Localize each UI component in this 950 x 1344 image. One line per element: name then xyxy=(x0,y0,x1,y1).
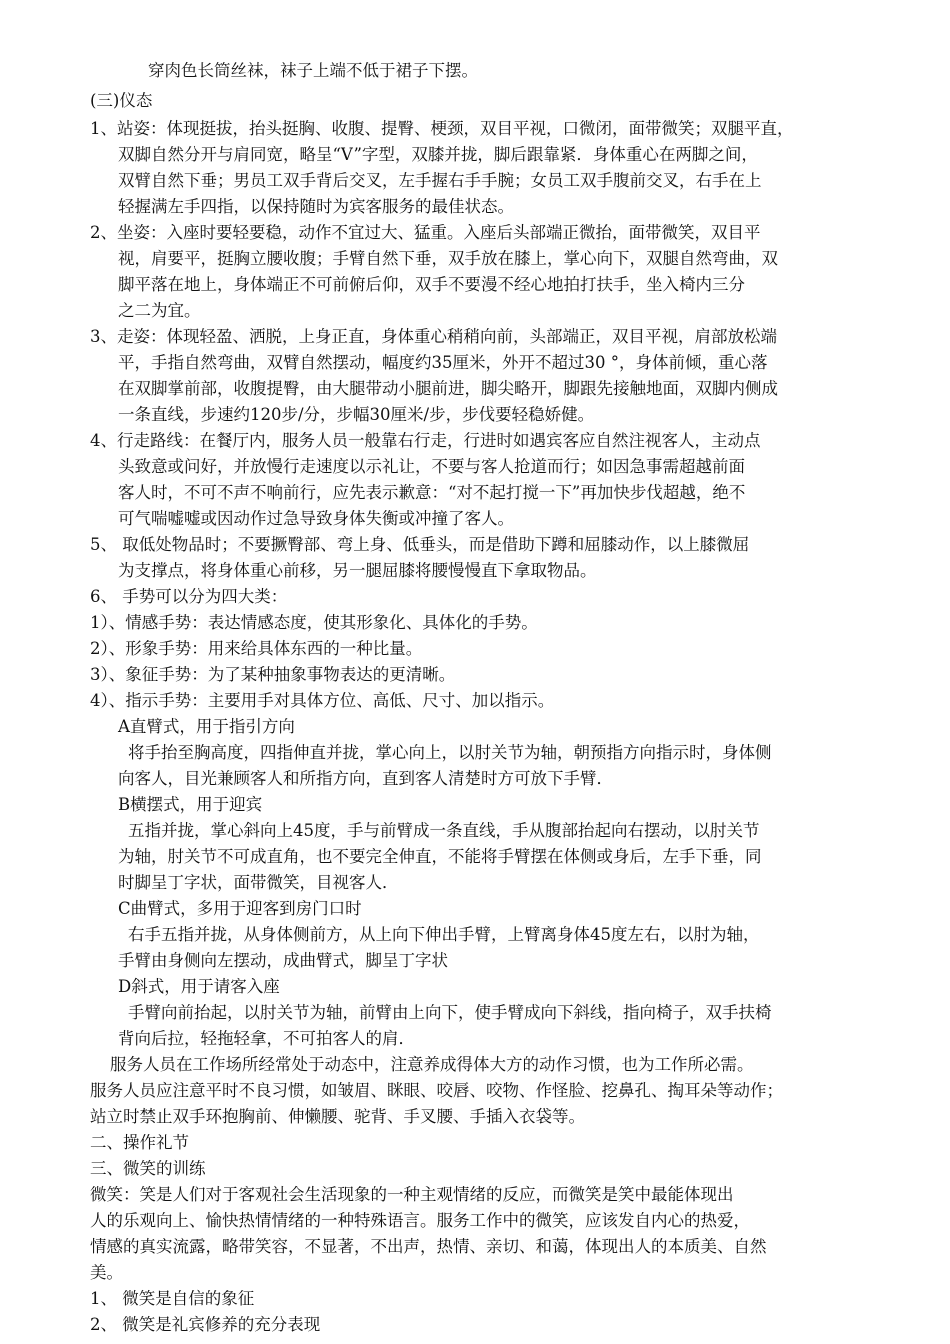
stockings-line: 穿肉色长筒丝袜，袜子上端不低于裙子下摆。 xyxy=(148,61,478,80)
walking-posture-line-3: 在双脚掌前部，收腹提臀，由大腿带动小腿前进，脚尖略开，脚跟先接触地面，双脚内侧成 xyxy=(118,379,778,398)
picking-items-line-2: 为支撑点，将身体重心前移，另一腿屈膝将腰慢慢直下拿取物品。 xyxy=(118,561,597,580)
oblique-line-1: 手臂向前抬起，以肘关节为轴，前臂由上向下，使手臂成向下斜线，指向椅子，双手扶椅 xyxy=(128,1003,772,1022)
curved-arm-line-1: 右手五指并拢，从身体侧前方，从上向下伸出手臂，上臂离身体45度左右，以肘为轴， xyxy=(128,925,760,944)
smile-paragraph-line-4: 美。 xyxy=(90,1263,123,1282)
gesture-type-emotional: 1）、情感手势：表达情感态度，使其形象化、具体化的手势。 xyxy=(90,613,538,632)
picking-items-line-1: 5、 取低处物品时；不要撅臀部、弯上身、低垂头，而是借助下蹲和屈膝动作，以上膝微屈 xyxy=(90,535,750,554)
walking-posture-line-2: 平，手指自然弯曲，双臂自然摆动，幅度约35厘米，外开不超过30 °，身体前倾，重心落 xyxy=(118,353,768,372)
smile-paragraph-line-1: 微笑：笑是人们对于客观社会生活现象的一种主观情绪的反应，而微笑是笑中最能体现出 xyxy=(90,1185,734,1204)
standing-posture-line-3: 双臂自然下垂；男员工双手背后交叉，左手握右手手腕；女员工双手腹前交叉，右手在上 xyxy=(118,171,762,190)
smile-paragraph-line-2: 人的乐观向上、愉快热情情绪的一种特殊语言。服务工作中的微笑，应该发自内心的热爱， xyxy=(90,1211,750,1230)
sitting-posture-line-3: 脚平落在地上，身体端正不可前俯后仰，双手不要漫不经心地拍打扶手，坐入椅内三分 xyxy=(118,275,745,294)
horizontal-swing-line-2: 为轴，肘关节不可成直角，也不要完全伸直，不能将手臂摆在体侧或身后，左手下垂，同 xyxy=(118,847,762,866)
sitting-posture-line-1: 2、坐姿：入座时要轻要稳，动作不宜过大、猛重。入座后头部端正微抬，面带微笑，双目平 xyxy=(90,223,761,242)
walking-route-line-4: 可气喘嘘嘘或因动作过急导致身体失衡或冲撞了客人。 xyxy=(118,509,514,528)
oblique-line-2: 背向后拉，轻拖轻拿，不可拍客人的肩． xyxy=(118,1029,415,1048)
horizontal-swing-line-1: 五指并拢，掌心斜向上45度，手与前臂成一条直线，手从腹部抬起向右摆动，以肘关节 xyxy=(128,821,760,840)
walking-posture-line-4: 一条直线，步速约120步/分，步幅30厘米/步，步伐要轻稳娇健。 xyxy=(118,405,595,424)
gesture-type-indicative: 4）、指示手势：主要用手对具体方位、高低、尺寸、加以指示。 xyxy=(90,691,555,710)
sitting-posture-line-4: 之二为宜。 xyxy=(118,301,201,320)
walking-route-line-2: 头致意或问好，并放慢行走速度以示礼让，不要与客人抢道而行；如因急事需超越前面 xyxy=(118,457,745,476)
service-habits-line-3: 站立时禁止双手环抱胸前、伸懒腰、驼背、手叉腰、手插入衣袋等。 xyxy=(90,1107,585,1126)
gesture-type-figurative: 2）、形象手势：用来给具体东西的一种比量。 xyxy=(90,639,423,658)
horizontal-swing-line-3: 时脚呈丁字状，面带微笑，目视客人． xyxy=(118,873,399,892)
oblique-heading: D斜式，用于请客入座 xyxy=(118,977,280,996)
straight-arm-line-1: 将手抬至胸高度，四指伸直并拢，掌心向上，以肘关节为轴，朝预指方向指示时，身体侧 xyxy=(128,743,772,762)
smile-point-2: 2、 微笑是礼宾修养的充分表现 xyxy=(90,1315,321,1334)
walking-route-line-3: 客人时，不可不声不响前行，应先表示歉意：“对不起打搅一下”再加快步伐超越，绝不 xyxy=(118,483,746,502)
sitting-posture-line-2: 视，肩要平，挺胸立腰收腹；手臂自然下垂，双手放在膝上，掌心向下，双腿自然弯曲，双 xyxy=(118,249,778,268)
curved-arm-line-2: 手臂由身侧向左摆动，成曲臂式，脚呈丁字状 xyxy=(118,951,448,970)
gestures-heading: 6、 手势可以分为四大类： xyxy=(90,587,288,606)
smile-point-1: 1、 微笑是自信的象征 xyxy=(90,1289,255,1308)
horizontal-swing-heading: B横摆式，用于迎宾 xyxy=(118,795,263,814)
service-habits-line-2: 服务人员应注意平时不良习惯，如皱眉、眯眼、咬唇、咬物、作怪脸、挖鼻孔、掏耳朵等动作； xyxy=(90,1081,783,1100)
standing-posture-line-4: 轻握满左手四指，以保持随时为宾客服务的最佳状态。 xyxy=(118,197,514,216)
section-heading-posture: (三)仪态 xyxy=(90,91,153,110)
section-heading-operation-etiquette: 二、操作礼节 xyxy=(90,1133,189,1152)
straight-arm-line-2: 向客人，目光兼顾客人和所指方向，直到客人清楚时方可放下手臂． xyxy=(118,769,613,788)
walking-posture-line-1: 3、走姿：体现轻盈、洒脱，上身正直，身体重心稍稍向前，头部端正，双目平视，肩部放松端 xyxy=(90,327,777,346)
service-habits-line-1: 服务人员在工作场所经常处于动态中，注意养成得体大方的动作习惯，也为工作所必需。 xyxy=(110,1055,754,1074)
gesture-type-symbolic: 3）、象征手势：为了某种抽象事物表达的更清晰。 xyxy=(90,665,456,684)
smile-paragraph-line-3: 情感的真实流露，略带笑容，不显著，不出声，热情、亲切、和蔼，体现出人的本质美、自然 xyxy=(90,1237,767,1256)
standing-posture-line-1: 1、站姿：体现挺拔，抬头挺胸、收腹、提臀、梗颈，双目平视，口微闭，面带微笑；双腿平直， xyxy=(90,119,794,138)
standing-posture-line-2: 双脚自然分开与肩同宽，略呈“V”字型，双膝并拢，脚后跟靠紧．身体重心在两脚之间， xyxy=(118,145,758,164)
section-heading-smile-training: 三、微笑的训练 xyxy=(90,1159,206,1178)
curved-arm-heading: C曲臂式，多用于迎客到房门口时 xyxy=(118,899,362,918)
walking-route-line-1: 4、行走路线：在餐厅内，服务人员一般靠右行走，行进时如遇宾客应自然注视客人，主动点 xyxy=(90,431,761,450)
straight-arm-heading: A直臂式，用于指引方向 xyxy=(118,717,295,736)
